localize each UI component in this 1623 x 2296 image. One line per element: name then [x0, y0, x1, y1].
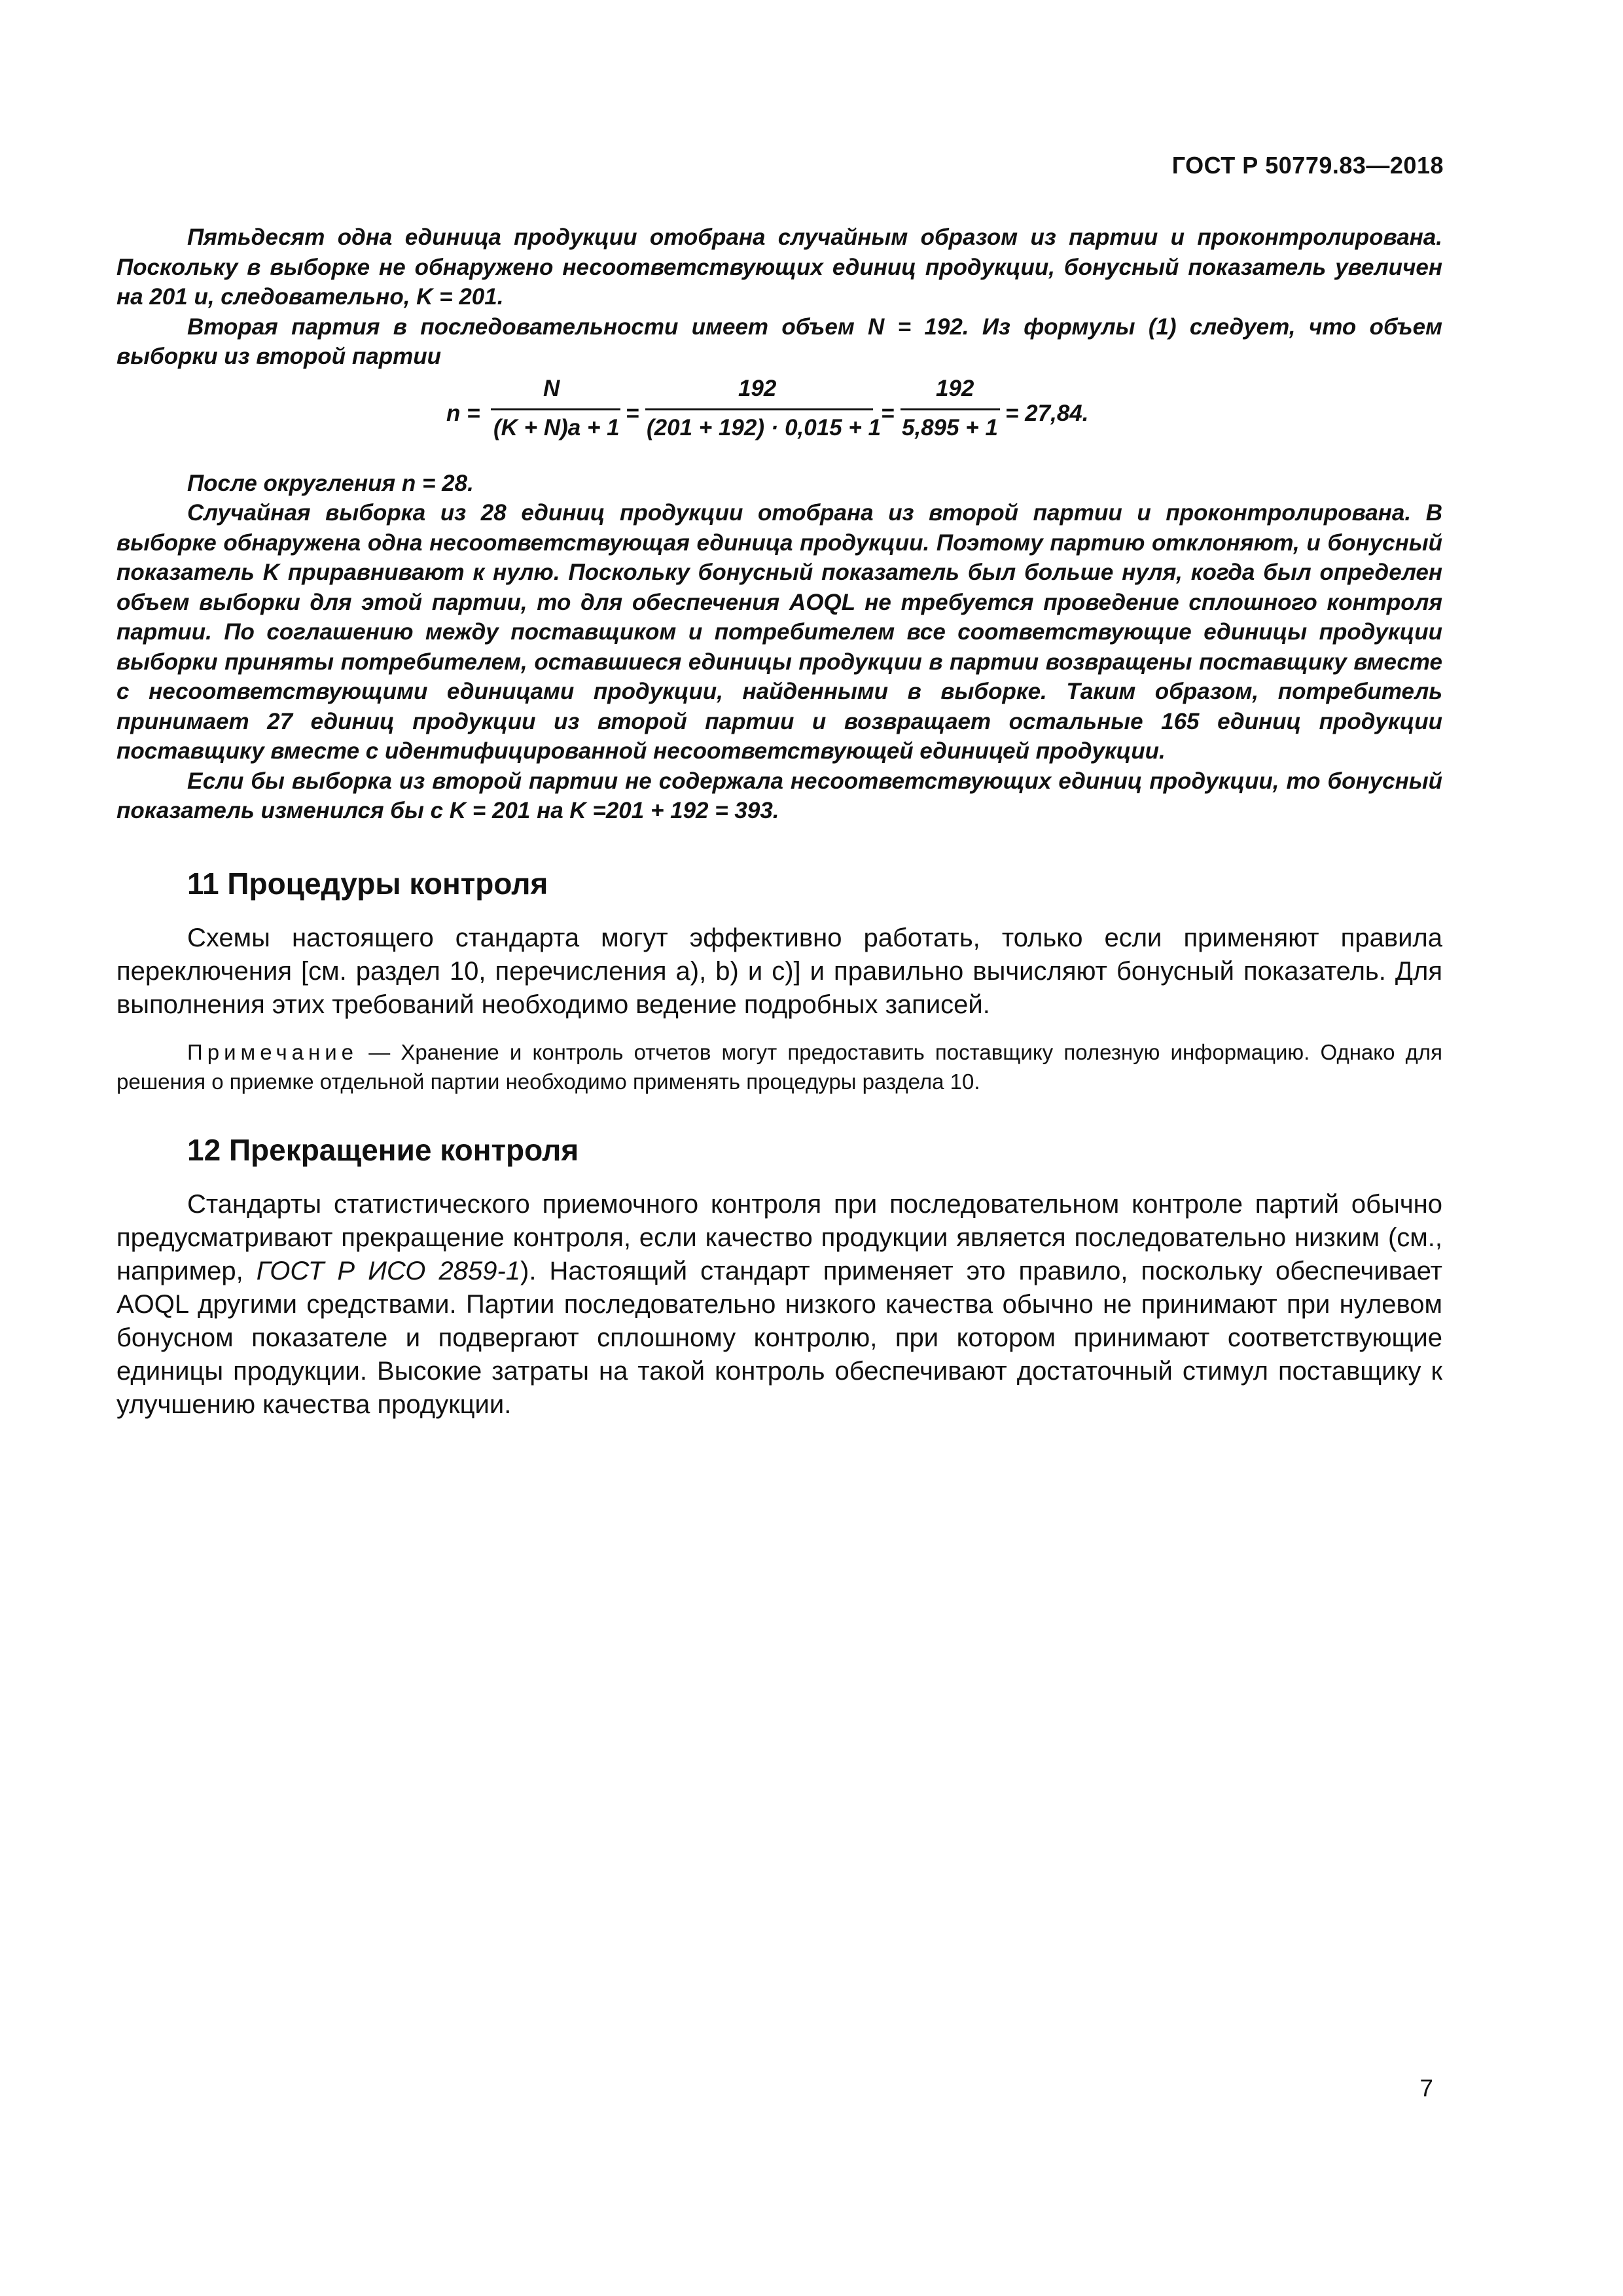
example-paragraph-5: Если бы выборка из второй партии не содержала несоответствующих единиц продукции, то бонусный показатель изменился бы с K = 201 на K =201 + 192 = 393.: [116, 768, 1442, 823]
formula-numerator-1: N: [543, 375, 560, 401]
formula-result: = 27,84.: [1005, 400, 1089, 426]
section-12-heading: 12 Прекращение контроля: [187, 1132, 579, 1167]
document-code: ГОСТ Р 50779.83—2018: [1171, 152, 1444, 179]
formula-denominator-1: (K + N)a + 1: [493, 414, 620, 440]
section-11-heading: 11 Процедуры контроля: [187, 866, 548, 901]
fraction-bar-1: [491, 408, 620, 410]
note-label: Примечание: [187, 1039, 359, 1064]
page-number: 7: [1419, 2075, 1433, 2102]
formula-denominator-2: (201 + 192) · 0,015 + 1: [647, 414, 882, 440]
section-12-text-a: Стандарты статистического приемочного контроля при последовательном контроле партий обычно предусматривают прекращение контроля, если качество продукции является последовательно низким (см., например,: [116, 1189, 1442, 1285]
formula-equals-1: =: [626, 400, 639, 426]
standard-reference: ГОСТ Р ИСО 2859-1: [256, 1256, 521, 1285]
example-paragraph-1: Пятьдесят одна единица продукции отобрана случайным образом из партии и проконтролирована. Поскольку в выборке не обнаружено несоответствующих единиц продукции, бонусный показатель увеличен на 201 и, следовательно, K = 201.: [116, 224, 1442, 310]
section-11-note: [116, 1037, 1442, 1096]
formula-equals-2: =: [881, 400, 895, 426]
formula-denominator-3: 5,895 + 1: [902, 414, 998, 440]
example-paragraph-4: Случайная выборка из 28 единиц продукции отобрана из второй партии и проконтролирована. В выборке обнаружена одна несоответствующая единица продукции. Поэтому партию отклоняют, и бонусный показатель K приравнивают к нулю. Поскольку бонусный показатель был больше нуля, когда был определен объем выборки для этой партии, то для обеспечения AOQL не требуется проведение сплошного контроля партии. По соглашению между поставщиком и потребителем все соответствующие единицы продукции выборки приняты потребителем, оставшиеся единицы продукции в партии возвращены поставщику вместе с несоответствующими единицами продукции, найденными в выборке. Таким образом, потребитель принимает 27 единиц продукции из второй партии и возвращает остальные 165 единиц продукции поставщику вместе с идентифицированной несоответствующей единицей продукции.: [116, 500, 1442, 764]
example-paragraph-3: После округления n = 28.: [187, 470, 474, 496]
fraction-bar-3: [901, 408, 1000, 410]
note-text: — Хранение и контроль отчетов могут предоставить поставщику полезную информацию. Однако для решения о приемке отдельной партии необходимо применять процедуры раздела 10.: [116, 1039, 1442, 1094]
section-11-paragraph: Схемы настоящего стандарта могут эффективно работать, только если применяют правила переключения [см. раздел 10, перечисления а), b) и с)] и правильно вычисляют бонусный показатель. Для выполнения этих требований необходимо ведение подробных записей.: [116, 923, 1442, 1019]
page-content: [116, 223, 1442, 1422]
fraction-bar-2: [645, 408, 873, 410]
example-paragraph-2: Вторая партия в последовательности имеет объем N = 192. Из формулы (1) следует, что объем выборки из второй партии: [116, 314, 1442, 369]
formula-numerator-2: 192: [738, 375, 777, 401]
sample-size-formula: [116, 376, 1442, 449]
section-12-text-b: ). Настоящий стандарт применяет это правило, поскольку обеспечивает AOQL другими средствами. Партии последовательно низкого качества обычно не принимают при нулевом бонусном показателе и подвергают сплошному контролю, при котором принимают соответствующие единицы продукции. Высокие затраты на такой контроль обеспечивают достаточный стимул поставщику к улучшению качества продукции.: [116, 1256, 1442, 1419]
section-12-paragraph: [116, 1188, 1442, 1422]
formula-lhs: n =: [446, 400, 480, 426]
formula-numerator-3: 192: [936, 375, 974, 401]
